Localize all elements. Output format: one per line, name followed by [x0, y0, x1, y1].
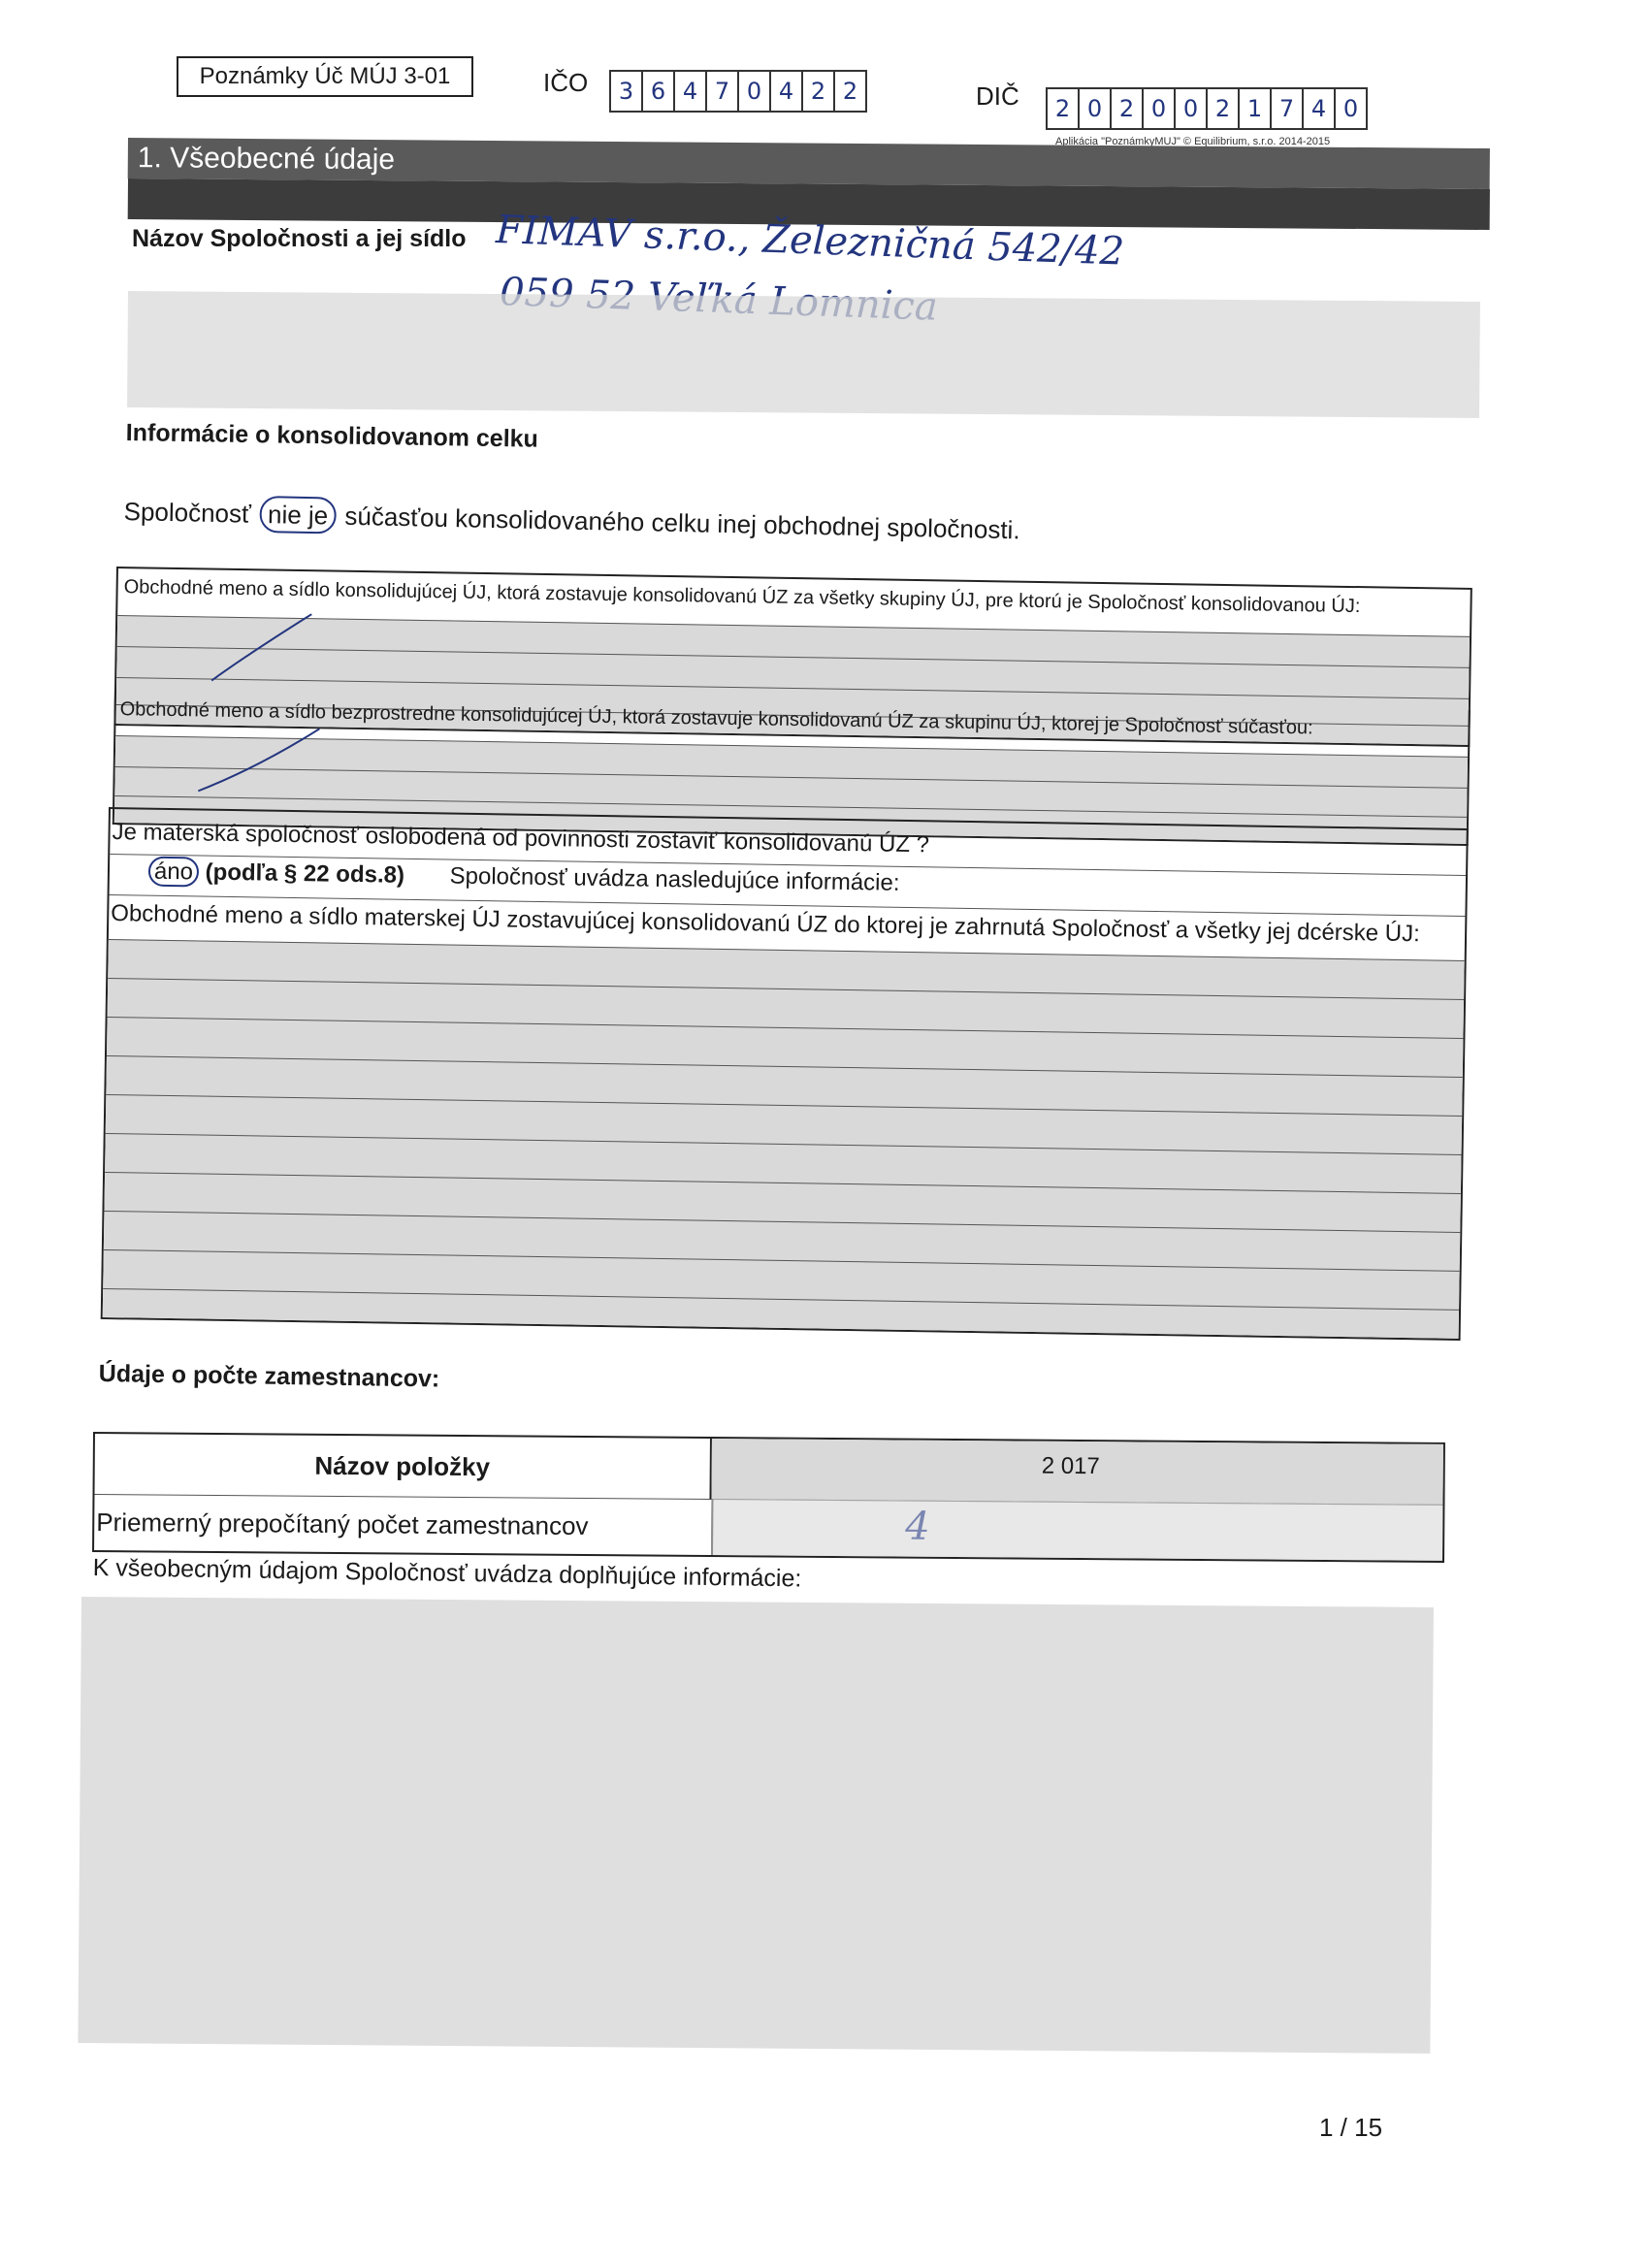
strike-line-2 — [192, 723, 329, 802]
value-cell — [711, 1499, 1442, 1561]
ico-digit: 0 — [739, 72, 771, 111]
ico-digit: 2 — [842, 78, 858, 105]
answer-note: Spoločnosť uvádza nasledujúce informácie: — [449, 862, 900, 896]
row-value: 4 — [905, 1504, 930, 1549]
answer-reference: (podľa § 22 ods.8) — [205, 859, 405, 889]
row-label: Priemerný prepočítaný počet zamestnancov — [94, 1494, 713, 1555]
additional-info-field — [78, 1597, 1434, 2054]
dic-digit: 0 — [1080, 89, 1112, 128]
dic-digit-boxes — [1046, 87, 1368, 130]
dic-digit: 2 — [1048, 89, 1080, 128]
dic-digit: 0 — [1144, 89, 1176, 128]
ico-digit: 4 — [675, 72, 707, 111]
dic-digit: 1 — [1240, 89, 1272, 128]
table3-shading — [103, 939, 1465, 1339]
dic-digit: 7 — [1272, 89, 1304, 128]
table3-header: Obchodné meno a sídlo materskej ÚJ zostavujúcej konsolidovanú ÚZ do ktorej je zahrnutá Spoločnosť a všetky jej dcérske ÚJ: — [111, 900, 1420, 948]
exemption-question: Je materská spoločnosť oslobodená od povinnosti zostaviť konsolidovanú ÚZ ? — [112, 819, 930, 859]
ico-label: IČO — [543, 68, 589, 97]
col-name-header: Názov položky — [94, 1434, 711, 1500]
statement-suffix: súčasťou konsolidovaného celku inej obchodnej spoločnosti. — [344, 501, 1020, 545]
consolidation-statement — [123, 497, 1020, 545]
table1-header: Obchodné meno a sídlo konsolidujúcej ÚJ, ktorá zostavuje konsolidovanú ÚZ za všetky skupiny ÚJ, pre ktorú je Spoločnosť konsolidovanou ÚJ: — [123, 576, 1361, 618]
dic-digit: 4 — [1304, 89, 1336, 128]
dic-digit: 0 — [1176, 89, 1208, 128]
dic-digit: 2 — [1112, 89, 1144, 128]
consolidated-heading: Informácie o konsolidovanom celku — [125, 419, 539, 453]
dic-digit: 2 — [1208, 89, 1240, 128]
company-label: Názov Spoločnosti a jej sídlo — [132, 225, 467, 252]
statement-option-circled: nie je — [260, 496, 337, 535]
software-credit: Aplikácia "PoznámkyMUJ" © Equilibrium, s.r.o. 2014-2015 — [1055, 136, 1331, 147]
statement-prefix: Spoločnosť — [123, 497, 252, 529]
col-year-header: 2 017 — [1041, 1452, 1100, 1480]
form-id: Poznámky Úč MÚJ 3-01 — [199, 63, 451, 89]
year-header-cell — [711, 1439, 1442, 1506]
dic-label: DIČ — [976, 81, 1019, 111]
company-handwritten-line1: FIMAV s.r.o., Železničná 542/42 — [495, 208, 1125, 275]
page-number: 1 / 15 — [1319, 2113, 1383, 2142]
employees-table — [92, 1432, 1445, 1563]
parent-entity-table — [101, 807, 1469, 1341]
ico-digit-boxes — [609, 70, 867, 113]
table2-header: Obchodné meno a sídlo bezprostredne konsolidujúcej ÚJ, ktorá zostavuje konsolidovanú ÚZ za skupinu ÚJ, ktorej je Spoločnosť súčasťou: — [119, 698, 1313, 739]
ico-digit: 2 — [803, 72, 835, 111]
section-title: 1. Všeobecné údaje — [137, 142, 396, 177]
form-id-box — [177, 56, 473, 97]
ico-digit: 3 — [611, 72, 643, 111]
ico-digit: 7 — [707, 72, 739, 111]
company-field-shading — [127, 291, 1480, 418]
strike-line-1 — [204, 608, 321, 688]
additional-heading: K všeobecným údajom Spoločnosť uvádza doplňujúce informácie: — [92, 1554, 802, 1593]
ico-digit: 4 — [771, 72, 803, 111]
answer-option-circled: áno — [148, 857, 200, 888]
dic-digit: 0 — [1342, 95, 1359, 122]
ico-digit: 6 — [643, 72, 675, 111]
employees-heading: Údaje o počte zamestnancov: — [98, 1360, 440, 1393]
